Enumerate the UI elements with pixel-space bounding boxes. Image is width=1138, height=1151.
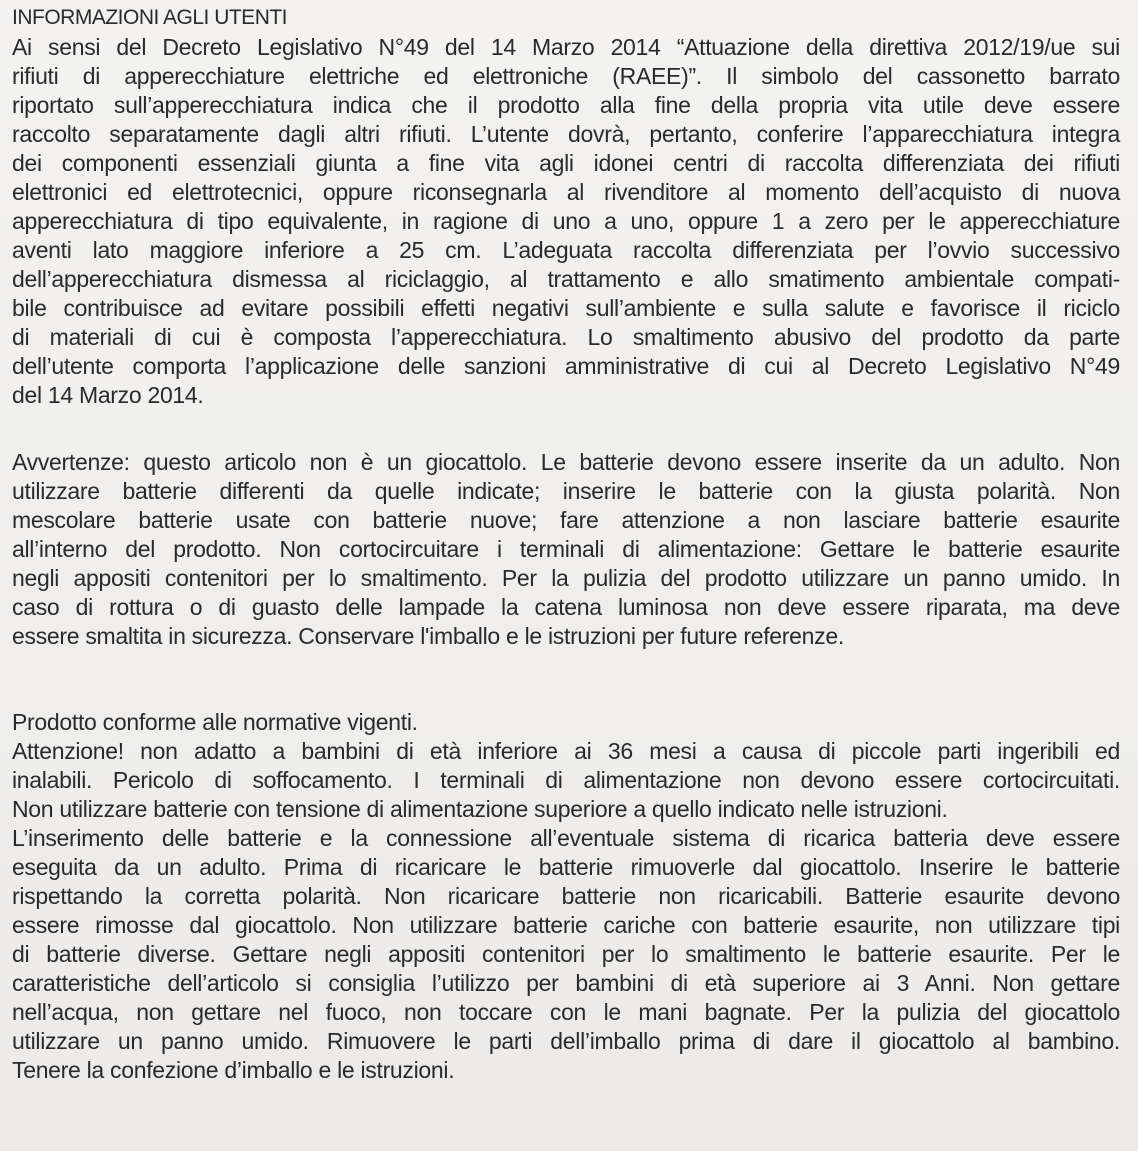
- text-line: rispettando la corretta polarità. Non ricaricare batterie non ricaricabili. Batterie esaurite devono: [12, 883, 1120, 909]
- text-line: utilizzare un panno umido. Rimuovere le parti dell’imballo prima di dare il giocattolo al bambino.: [12, 1028, 1120, 1054]
- section-title: INFORMAZIONI AGLI UTENTI: [12, 6, 288, 29]
- text-line: riportato sull’apperecchiatura indica che il prodotto alla fine della propria vita utile deve essere: [12, 92, 1120, 118]
- text-line: raccolto separatamente dagli altri rifiuti. L’utente dovrà, pertanto, conferire l’apparecchiatura integra: [12, 121, 1120, 147]
- text-line: eseguita da un adulto. Prima di ricaricare le batterie rimuoverle dal giocattolo. Inserire le batterie: [12, 854, 1120, 880]
- text-line: all’interno del prodotto. Non cortocircuitare i terminali di alimentazione: Gettare le batterie esaurite: [12, 536, 1120, 562]
- text-line: del 14 Marzo 2014.: [12, 382, 204, 408]
- text-line: nell’acqua, non gettare nel fuoco, non toccare con le mani bagnate. Per la pulizia del giocattolo: [12, 999, 1120, 1025]
- text-line: dei componenti essenziali giunta a fine vita agli idonei centri di raccolta differenziata dei rifiuti: [12, 150, 1120, 176]
- text-line: aventi lato maggiore inferiore a 25 cm. L’adeguata raccolta differenziata per l’ovvio successivo: [12, 237, 1120, 263]
- text-line: Prodotto conforme alle normative vigenti.: [12, 709, 418, 735]
- text-line: L’inserimento delle batterie e la connessione all’eventuale sistema di ricarica batteria deve essere: [12, 825, 1120, 851]
- text-line: di batterie diverse. Gettare negli appositi contenitori per lo smaltimento le batterie esaurite. Per le: [12, 941, 1120, 967]
- text-line: essere smaltita in sicurezza. Conservare l'imballo e le istruzioni per future referenze.: [12, 623, 844, 649]
- text-line: Avvertenze: questo articolo non è un giocattolo. Le batterie devono essere inserite da un adulto. Non: [12, 449, 1120, 475]
- text-line: mescolare batterie usate con batterie nuove; fare attenzione a non lasciare batterie esaurite: [12, 507, 1120, 533]
- text-line: Attenzione! non adatto a bambini di età inferiore ai 36 mesi a causa di piccole parti ingeribili ed: [12, 738, 1120, 764]
- text-line: caratteristiche dell’articolo si consiglia l’utilizzo per bambini di età superiore ai 3 Anni. Non gettare: [12, 970, 1120, 996]
- text-line: dell’apperecchiatura dismessa al riciclaggio, al trattamento e allo smatimento ambientale compati-: [12, 266, 1120, 292]
- text-line: bile contribuisce ad evitare possibili effetti negativi sull’ambiente e sulla salute e favorisce il riciclo: [12, 295, 1120, 321]
- text-line: dell’utente comporta l’applicazione delle sanzioni amministrative di cui al Decreto Legislativo N°49: [12, 353, 1120, 379]
- text-line: negli appositi contenitori per lo smaltimento. Per la pulizia del prodotto utilizzare un panno umido. In: [12, 565, 1120, 591]
- text-line: utilizzare batterie differenti da quelle indicate; inserire le batterie con la giusta polarità. Non: [12, 478, 1120, 504]
- text-line: inalabili. Pericolo di soffocamento. I terminali di alimentazione non devono essere cortocircuitati.: [12, 767, 1120, 793]
- text-line: apperecchiatura di tipo equivalente, in ragione di uno a uno, oppure 1 a zero per le apperecchiature: [12, 208, 1120, 234]
- text-line: rifiuti di apperecchiature elettriche ed elettroniche (RAEE)”. Il simbolo del cassonetto barrato: [12, 63, 1120, 89]
- text-line: essere rimosse dal giocattolo. Non utilizzare batterie cariche con batterie esaurite, non utilizzare tipi: [12, 912, 1120, 938]
- text-line: caso di rottura o di guasto delle lampade la catena luminosa non deve essere riparata, ma deve: [12, 594, 1120, 620]
- text-line: elettronici ed elettrotecnici, oppure riconsegnarla al rivenditore al momento dell’acquisto di nuova: [12, 179, 1120, 205]
- text-line: di materiali di cui è composta l’apperecchiatura. Lo smaltimento abusivo del prodotto da parte: [12, 324, 1120, 350]
- text-line: Tenere la confezione d’imballo e le istruzioni.: [12, 1057, 455, 1083]
- text-line: Non utilizzare batterie con tensione di alimentazione superiore a quello indicato nelle istruzioni.: [12, 796, 948, 822]
- text-line: Ai sensi del Decreto Legislativo N°49 del 14 Marzo 2014 “Attuazione della direttiva 2012/19/ue sui: [12, 34, 1120, 60]
